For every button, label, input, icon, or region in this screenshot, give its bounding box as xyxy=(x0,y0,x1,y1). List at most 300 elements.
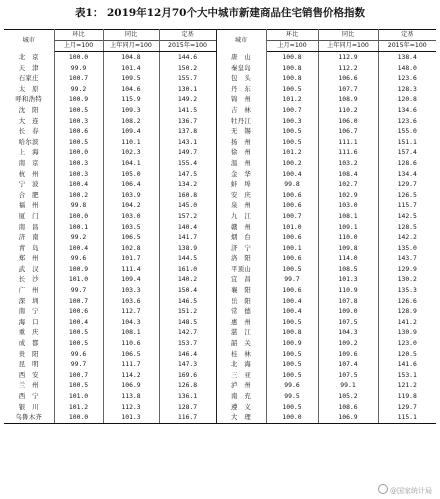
index-base-cell: 130.2 xyxy=(397,275,417,284)
price-index-table xyxy=(4,29,436,424)
index-base-cell: 128.3 xyxy=(397,84,417,93)
index-base-cell: 137.8 xyxy=(159,126,216,137)
index-base-cell: 143.1 xyxy=(159,137,216,148)
index-yoy-cell: 111.1 xyxy=(318,137,378,148)
index-base-cell: 169.6 xyxy=(159,370,216,381)
index-base-cell: 136.7 xyxy=(159,116,216,127)
index-yoy-cell: 110.1 xyxy=(103,137,159,148)
index-mom-cell: 100.6 xyxy=(266,190,318,201)
index-mom-cell: 100.6 xyxy=(266,253,318,264)
index-yoy-cell: 104.1 xyxy=(103,158,159,169)
city-name-cell: 岳 阳 xyxy=(216,296,266,307)
index-base-cell: 155.4 xyxy=(159,158,216,169)
index-base-cell: 151.1 xyxy=(397,137,417,146)
index-mom-cell: 101.2 xyxy=(54,402,103,413)
city-name-cell: 杭 州 xyxy=(4,169,54,180)
index-base-cell: 142.5 xyxy=(397,211,417,220)
index-mom-cell: 100.5 xyxy=(266,264,318,275)
index-base-cell: 135.0 xyxy=(397,243,417,252)
city-name-cell: 吉 林 xyxy=(216,105,266,116)
city-name-cell: 扬 州 xyxy=(216,137,266,148)
table-row xyxy=(4,296,436,307)
city-name-cell: 惠 州 xyxy=(216,317,266,328)
index-mom-cell: 100.8 xyxy=(266,73,318,84)
table-row xyxy=(4,105,436,116)
index-base-cell: 150.4 xyxy=(159,285,216,296)
index-base-cell: 130.9 xyxy=(397,328,417,337)
city-name-cell: 南 昌 xyxy=(4,222,54,233)
index-mom-cell: 100.7 xyxy=(54,296,103,307)
index-yoy-cell: 103.0 xyxy=(318,200,378,211)
city-name-cell: 济 宁 xyxy=(216,243,266,254)
index-yoy-cell: 109.2 xyxy=(318,338,378,349)
index-yoy-cell: 109.0 xyxy=(318,306,378,317)
index-base-cell: 157.4 xyxy=(397,148,417,157)
city-name-cell: 南 宁 xyxy=(4,306,54,317)
city-name-cell: 襄 阳 xyxy=(216,285,266,296)
city-name-cell: 大 连 xyxy=(4,116,54,127)
index-mom-cell: 100.4 xyxy=(54,317,103,328)
table-row xyxy=(4,327,436,338)
index-yoy-cell: 109.6 xyxy=(318,349,378,360)
index-base-cell: 115.7 xyxy=(397,201,417,210)
city-name-cell: 洛 阳 xyxy=(216,253,266,264)
index-yoy-cell: 108.1 xyxy=(318,211,378,222)
city-name-cell: 深 圳 xyxy=(4,296,54,307)
city-name-cell: 合 肥 xyxy=(4,190,54,201)
index-yoy-cell: 104.3 xyxy=(103,317,159,328)
table-row xyxy=(4,147,436,158)
index-base-cell: 128.6 xyxy=(397,158,417,167)
table-row xyxy=(4,391,436,402)
city-name-cell: 泉 州 xyxy=(216,200,266,211)
table-row xyxy=(4,190,436,201)
index-base-cell: 153.1 xyxy=(397,370,417,379)
city-name-cell: 锦 州 xyxy=(216,94,266,105)
index-yoy-cell: 111.6 xyxy=(318,147,378,158)
table-row xyxy=(4,232,436,243)
index-mom-cell: 99.2 xyxy=(54,84,103,95)
header-yoy: 同比 xyxy=(318,30,378,41)
header-city: 城市 xyxy=(4,30,54,52)
index-yoy-cell: 103.0 xyxy=(103,211,159,222)
index-base-cell: 157.2 xyxy=(159,211,216,222)
table-row xyxy=(4,84,436,95)
index-base-cell: 126.8 xyxy=(159,380,216,391)
table-row xyxy=(4,137,436,148)
index-mom-cell: 99.8 xyxy=(54,200,103,211)
index-mom-cell: 99.8 xyxy=(266,179,318,190)
city-name-cell: 三 亚 xyxy=(216,370,266,381)
index-yoy-cell: 109.4 xyxy=(103,126,159,137)
header-city: 城市 xyxy=(216,30,266,52)
index-mom-cell: 100.8 xyxy=(266,52,318,63)
table-row xyxy=(4,285,436,296)
index-mom-cell: 100.6 xyxy=(266,285,318,296)
city-name-cell: 徐 州 xyxy=(216,147,266,158)
table-row xyxy=(4,200,436,211)
subheader-mom: 上月=100 xyxy=(266,41,318,52)
index-base-cell: 123.6 xyxy=(397,74,417,83)
index-mom-cell: 99.7 xyxy=(54,359,103,370)
index-base-cell: 130.1 xyxy=(159,84,216,95)
city-name-cell: 温 州 xyxy=(216,158,266,169)
index-base-cell: 148.5 xyxy=(159,317,216,328)
index-base-cell: 138.4 xyxy=(397,53,417,61)
city-name-cell: 宁 波 xyxy=(4,179,54,190)
table-row xyxy=(4,338,436,349)
index-mom-cell: 100.9 xyxy=(54,264,103,275)
table-row xyxy=(4,274,436,285)
index-mom-cell: 99.6 xyxy=(54,349,103,360)
city-name-cell: 上 海 xyxy=(4,147,54,158)
index-base-cell: 141.7 xyxy=(159,232,216,243)
city-name-cell: 成 都 xyxy=(4,338,54,349)
index-mom-cell: 100.0 xyxy=(54,52,103,63)
index-mom-cell: 100.5 xyxy=(266,84,318,95)
watermark xyxy=(376,484,434,496)
city-name-cell: 广 州 xyxy=(4,285,54,296)
index-mom-cell: 100.4 xyxy=(266,306,318,317)
index-mom-cell: 100.5 xyxy=(54,380,103,391)
city-name-cell: 太 原 xyxy=(4,84,54,95)
index-yoy-cell: 106.7 xyxy=(318,126,378,137)
index-mom-cell: 100.8 xyxy=(266,63,318,74)
index-yoy-cell: 114.2 xyxy=(103,370,159,381)
city-name-cell: 无 锡 xyxy=(216,126,266,137)
index-base-cell: 128.7 xyxy=(159,402,216,413)
city-name-cell: 蚌 埠 xyxy=(216,179,266,190)
index-mom-cell: 100.2 xyxy=(54,190,103,201)
index-yoy-cell: 110.9 xyxy=(318,285,378,296)
index-yoy-cell: 109.3 xyxy=(103,105,159,116)
city-name-cell: 贵 阳 xyxy=(4,349,54,360)
city-name-cell: 福 州 xyxy=(4,200,54,211)
city-name-cell: 安 庆 xyxy=(216,190,266,201)
table-row xyxy=(4,349,436,360)
index-yoy-cell: 103.5 xyxy=(103,222,159,233)
index-base-cell: 140.2 xyxy=(159,274,216,285)
index-base-cell: 155.7 xyxy=(159,73,216,84)
index-yoy-cell: 107.4 xyxy=(318,359,378,370)
city-name-cell: 银 川 xyxy=(4,402,54,413)
index-yoy-cell: 101.3 xyxy=(318,274,378,285)
header-mom: 环比 xyxy=(54,30,103,41)
index-base-cell: 141.6 xyxy=(397,360,417,369)
index-mom-cell: 100.5 xyxy=(266,349,318,360)
index-base-cell: 142.2 xyxy=(397,233,417,242)
city-name-cell: 韶 关 xyxy=(216,338,266,349)
city-name-cell: 丹 东 xyxy=(216,84,266,95)
index-mom-cell: 100.5 xyxy=(54,137,103,148)
city-name-cell: 天 津 xyxy=(4,63,54,74)
index-mom-cell: 99.5 xyxy=(266,391,318,402)
index-yoy-cell: 106.6 xyxy=(318,73,378,84)
index-mom-cell: 100.4 xyxy=(266,296,318,307)
city-name-cell: 西 安 xyxy=(4,370,54,381)
table-row xyxy=(4,370,436,381)
index-mom-cell: 100.0 xyxy=(54,412,103,423)
index-yoy-cell: 103.6 xyxy=(103,296,159,307)
index-yoy-cell: 106.4 xyxy=(103,179,159,190)
index-yoy-cell: 102.3 xyxy=(103,147,159,158)
table-row xyxy=(4,126,436,137)
city-name-cell: 西 宁 xyxy=(4,391,54,402)
index-mom-cell: 100.3 xyxy=(54,158,103,169)
index-base-cell: 134.6 xyxy=(397,105,417,114)
table-row xyxy=(4,63,436,74)
index-mom-cell: 100.6 xyxy=(266,200,318,211)
index-base-cell: 160.8 xyxy=(159,190,216,201)
index-base-cell: 121.2 xyxy=(397,381,417,390)
index-yoy-cell: 102.9 xyxy=(318,190,378,201)
index-yoy-cell: 102.8 xyxy=(103,243,159,254)
city-name-cell: 昆 明 xyxy=(4,359,54,370)
table-row xyxy=(4,169,436,180)
index-yoy-cell: 107.8 xyxy=(318,296,378,307)
index-yoy-cell: 107.5 xyxy=(318,317,378,328)
index-yoy-cell: 112.7 xyxy=(103,306,159,317)
index-base-cell: 143.7 xyxy=(397,254,417,263)
index-mom-cell: 100.7 xyxy=(266,105,318,116)
index-mom-cell: 99.9 xyxy=(54,63,103,74)
index-mom-cell: 100.7 xyxy=(266,211,318,222)
index-base-cell: 149.2 xyxy=(159,94,216,105)
city-name-cell: 呼和浩特 xyxy=(4,94,54,105)
city-name-cell: 青 岛 xyxy=(4,243,54,254)
index-mom-cell: 100.5 xyxy=(266,126,318,137)
table-row xyxy=(4,222,436,233)
index-mom-cell: 100.2 xyxy=(266,158,318,169)
city-name-cell: 唐 山 xyxy=(216,52,266,63)
index-yoy-cell: 110.0 xyxy=(318,232,378,243)
index-base-cell: 146.4 xyxy=(159,349,216,360)
weibo-logo-icon xyxy=(378,484,388,494)
index-base-cell: 128.5 xyxy=(397,222,417,231)
city-name-cell: 南 充 xyxy=(216,391,266,402)
header-base: 定基 xyxy=(159,30,216,41)
index-base-cell: 149.7 xyxy=(159,147,216,158)
index-mom-cell: 100.1 xyxy=(54,222,103,233)
index-yoy-cell: 107.7 xyxy=(318,84,378,95)
index-yoy-cell: 109.4 xyxy=(103,274,159,285)
index-base-cell: 126.6 xyxy=(397,296,417,305)
index-yoy-cell: 108.9 xyxy=(318,94,378,105)
index-base-cell: 147.5 xyxy=(159,169,216,180)
index-yoy-cell: 101.3 xyxy=(103,412,159,423)
city-name-cell: 宜 昌 xyxy=(216,274,266,285)
index-base-cell: 155.0 xyxy=(397,127,417,136)
index-mom-cell: 100.5 xyxy=(266,359,318,370)
index-base-cell: 138.9 xyxy=(159,243,216,254)
index-base-cell: 126.5 xyxy=(397,190,417,199)
index-base-cell: 129.7 xyxy=(397,180,417,189)
index-mom-cell: 100.5 xyxy=(266,317,318,328)
city-name-cell: 金 华 xyxy=(216,169,266,180)
index-base-cell: 120.5 xyxy=(397,349,417,358)
index-yoy-cell: 109.1 xyxy=(318,222,378,233)
city-name-cell: 海 口 xyxy=(4,317,54,328)
index-yoy-cell: 103.9 xyxy=(103,190,159,201)
index-yoy-cell: 108.2 xyxy=(103,116,159,127)
index-mom-cell: 99.6 xyxy=(54,253,103,264)
city-name-cell: 大 理 xyxy=(216,412,266,423)
index-mom-cell: 101.2 xyxy=(266,147,318,158)
table-row xyxy=(4,412,436,423)
index-mom-cell: 100.7 xyxy=(54,370,103,381)
index-yoy-cell: 115.9 xyxy=(103,94,159,105)
index-base-cell: 134.4 xyxy=(397,169,417,178)
city-name-cell: 北 海 xyxy=(216,359,266,370)
table-row xyxy=(4,317,436,328)
index-yoy-cell: 106.5 xyxy=(103,349,159,360)
index-mom-cell: 100.3 xyxy=(266,116,318,127)
table-row xyxy=(4,359,436,370)
city-name-cell: 重 庆 xyxy=(4,327,54,338)
subheader-base: 2015年=100 xyxy=(159,41,216,52)
table-row xyxy=(4,158,436,169)
index-mom-cell: 100.5 xyxy=(266,370,318,381)
city-name-cell: 哈尔滨 xyxy=(4,137,54,148)
city-name-cell: 桂 林 xyxy=(216,349,266,360)
index-yoy-cell: 110.2 xyxy=(318,105,378,116)
index-mom-cell: 100.8 xyxy=(266,327,318,338)
index-mom-cell: 100.6 xyxy=(54,306,103,317)
index-yoy-cell: 111.7 xyxy=(103,359,159,370)
index-yoy-cell: 104.8 xyxy=(103,52,159,63)
index-base-cell: 136.1 xyxy=(159,391,216,402)
index-yoy-cell: 106.9 xyxy=(318,412,378,423)
city-name-cell: 石家庄 xyxy=(4,73,54,84)
table-row xyxy=(4,380,436,391)
index-base-cell: 135.3 xyxy=(397,286,417,295)
table-row xyxy=(4,243,436,254)
index-mom-cell: 100.4 xyxy=(54,243,103,254)
index-base-cell: 134.2 xyxy=(159,179,216,190)
index-base-cell: 144.5 xyxy=(159,253,216,264)
index-base-cell: 120.8 xyxy=(397,95,417,104)
watermark-text: @国家统计局 xyxy=(390,487,432,495)
index-yoy-cell: 101.4 xyxy=(103,63,159,74)
subheader-base: 2015年=100 xyxy=(378,41,436,52)
index-mom-cell: 100.4 xyxy=(266,169,318,180)
index-mom-cell: 100.7 xyxy=(54,73,103,84)
table-row xyxy=(4,402,436,413)
index-yoy-cell: 104.6 xyxy=(103,84,159,95)
index-yoy-cell: 112.9 xyxy=(318,52,378,63)
header-yoy: 同比 xyxy=(103,30,159,41)
index-mom-cell: 100.3 xyxy=(54,169,103,180)
city-name-cell: 长 春 xyxy=(4,126,54,137)
index-yoy-cell: 106.9 xyxy=(103,380,159,391)
index-mom-cell: 101.0 xyxy=(54,391,103,402)
subheader-yoy: 上年同月=100 xyxy=(318,41,378,52)
city-name-cell: 九 江 xyxy=(216,211,266,222)
city-name-cell: 常 德 xyxy=(216,306,266,317)
index-base-cell: 144.6 xyxy=(159,52,216,63)
index-mom-cell: 100.6 xyxy=(54,126,103,137)
table-row xyxy=(4,306,436,317)
index-mom-cell: 100.9 xyxy=(54,94,103,105)
index-base-cell: 141.5 xyxy=(159,105,216,116)
table-row xyxy=(4,211,436,222)
index-base-cell: 150.2 xyxy=(159,63,216,74)
index-yoy-cell: 106.0 xyxy=(318,116,378,127)
table-row xyxy=(4,253,436,264)
table-row xyxy=(4,94,436,105)
index-mom-cell: 99.7 xyxy=(266,274,318,285)
index-mom-cell: 100.0 xyxy=(54,147,103,158)
index-mom-cell: 101.2 xyxy=(266,94,318,105)
city-name-cell: 乌鲁木齐 xyxy=(4,412,54,423)
header-row xyxy=(4,30,436,41)
city-name-cell: 泸 州 xyxy=(216,380,266,391)
index-base-cell: 146.5 xyxy=(159,296,216,307)
index-yoy-cell: 112.3 xyxy=(103,402,159,413)
city-name-cell: 长 沙 xyxy=(4,274,54,285)
index-yoy-cell: 108.4 xyxy=(318,169,378,180)
header-mom: 环比 xyxy=(266,30,318,41)
index-yoy-cell: 103.2 xyxy=(318,158,378,169)
city-name-cell: 遵 义 xyxy=(216,402,266,413)
table-row xyxy=(4,52,436,63)
subheader-yoy: 上年同月=100 xyxy=(103,41,159,52)
index-base-cell: 147.3 xyxy=(159,359,216,370)
index-base-cell: 128.9 xyxy=(397,307,417,316)
index-mom-cell: 100.1 xyxy=(266,243,318,254)
index-mom-cell: 100.5 xyxy=(54,338,103,349)
index-base-cell: 123.0 xyxy=(397,339,417,348)
city-name-cell: 包 头 xyxy=(216,73,266,84)
index-yoy-cell: 109.5 xyxy=(103,73,159,84)
index-yoy-cell: 108.5 xyxy=(318,264,378,275)
index-mom-cell: 100.0 xyxy=(54,211,103,222)
table-row xyxy=(4,264,436,275)
index-base-cell: 123.6 xyxy=(397,116,417,125)
table-row xyxy=(4,179,436,190)
index-base-cell: 151.2 xyxy=(159,306,216,317)
table-row xyxy=(4,73,436,84)
index-mom-cell: 100.0 xyxy=(266,412,318,423)
index-mom-cell: 100.5 xyxy=(54,105,103,116)
index-mom-cell: 100.6 xyxy=(266,232,318,243)
city-name-cell: 郑 州 xyxy=(4,253,54,264)
index-yoy-cell: 114.0 xyxy=(318,253,378,264)
index-mom-cell: 101.0 xyxy=(266,222,318,233)
index-yoy-cell: 105.2 xyxy=(318,391,378,402)
index-base-cell: 145.0 xyxy=(159,200,216,211)
city-name-cell: 武 汉 xyxy=(4,264,54,275)
index-mom-cell: 101.0 xyxy=(54,274,103,285)
city-name-cell: 烟 台 xyxy=(216,232,266,243)
index-yoy-cell: 111.4 xyxy=(103,264,159,275)
city-name-cell: 济 南 xyxy=(4,232,54,243)
index-yoy-cell: 107.5 xyxy=(318,370,378,381)
city-name-cell: 南 京 xyxy=(4,158,54,169)
city-name-cell: 沈 阳 xyxy=(4,105,54,116)
index-yoy-cell: 109.8 xyxy=(318,243,378,254)
index-base-cell: 129.9 xyxy=(397,264,417,273)
table-title: 表1： 2019年12月70个大中城市新建商品住宅销售价格指数 xyxy=(75,7,365,19)
city-name-cell: 赣 州 xyxy=(216,222,266,233)
index-mom-cell: 100.5 xyxy=(54,327,103,338)
index-base-cell: 142.7 xyxy=(159,327,216,338)
index-yoy-cell: 99.1 xyxy=(318,380,378,391)
index-yoy-cell: 103.3 xyxy=(103,285,159,296)
city-name-cell: 湛 江 xyxy=(216,327,266,338)
index-base-cell: 141.2 xyxy=(397,317,417,326)
index-mom-cell: 100.5 xyxy=(266,402,318,413)
